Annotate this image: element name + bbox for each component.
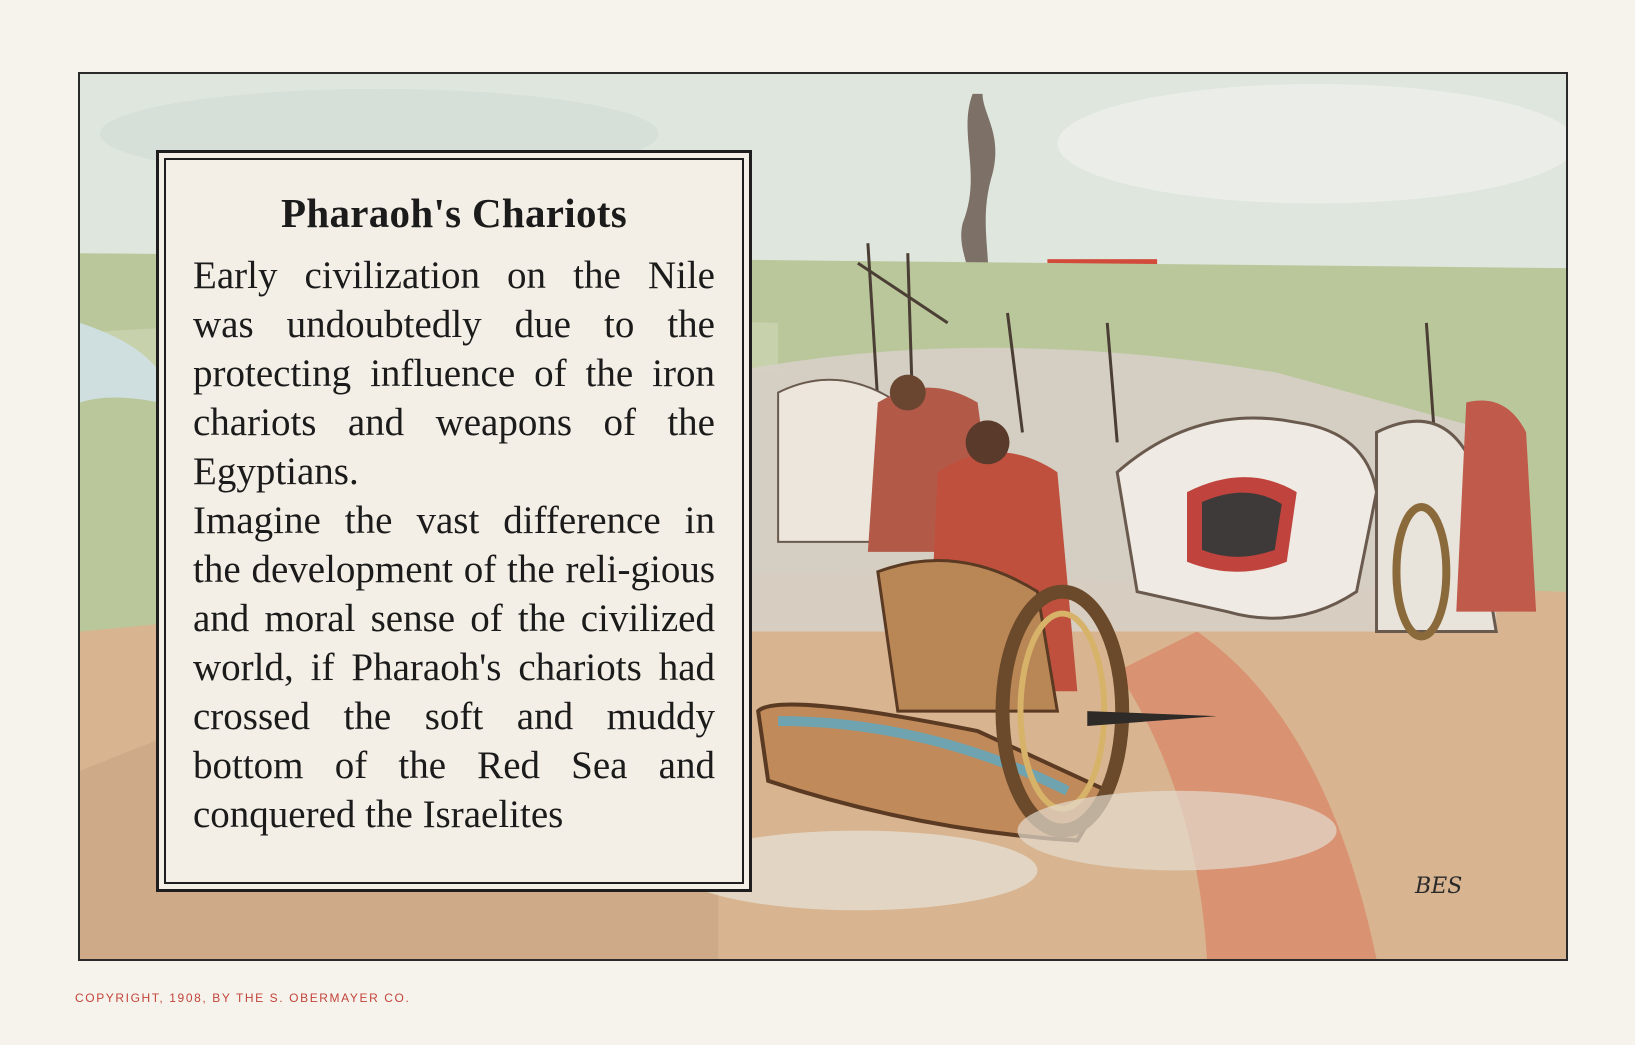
artist-signature: BES	[1415, 874, 1463, 899]
caption-paragraph-1: Early civilization on the Nile was undoubtedly due to the protecting influence of the iron chariots and weapons of the Egyptians.	[193, 254, 715, 493]
caption-title: Pharaoh's Chariots	[281, 190, 627, 236]
copyright-line: COPYRIGHT, 1908, BY THE S. OBERMAYER CO.	[75, 991, 411, 1005]
caption-box	[156, 150, 752, 892]
caption-paragraph-2: Imagine the vast difference in the development of the reli-gious and moral sense of the civilized world, if Pharaoh's chariots had crossed the soft and muddy bottom of the Red Sea and conquered the Israelites	[193, 499, 715, 836]
postcard-frame	[78, 72, 1568, 961]
